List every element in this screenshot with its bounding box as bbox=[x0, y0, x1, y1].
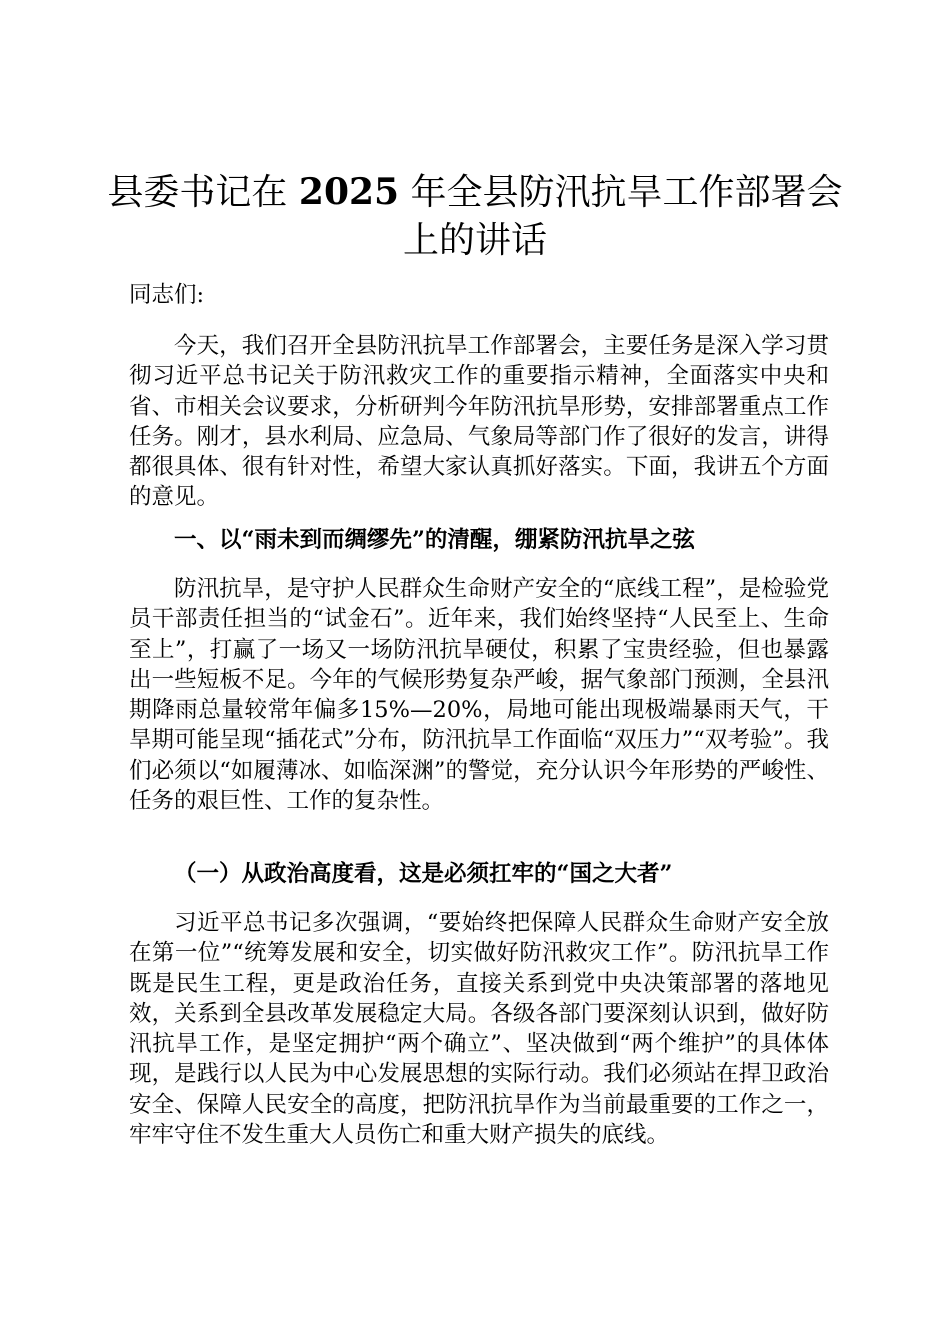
salutation: 同志们: bbox=[129, 282, 205, 308]
paragraph-section-1: 防汛抗旱，是守护人民群众生命财产安全的“底线工程”，是检验党员干部责任担当的“试金石”。近年来，我们始终坚持“人民至上、生命至上”，打赢了一场又一场防汛抗旱硬仗，积累了宝贵经验，但也暴露出一些短板不足。今年的气候形势复杂严峻，据气象部门预测，全县汛期降雨总量较常年偏多15%—20%，局地可能出现极端暴雨天气，干旱期可能呈现“插花式”分布，防汛抗旱工作面临“双压力”“双考验”。我们必须以“如履薄冰、如临深渊”的警觉，充分认识今年形势的严峻性、任务的艰巨性、工作的复杂性。 bbox=[129, 576, 829, 815]
paragraph-subsection-1: 习近平总书记多次强调，“要始终把保障人民群众生命财产安全放在第一位”“统筹发展和安全，切实做好防汛救灾工作”。防汛抗旱工作既是民生工程，更是政治任务，直接关系到党中央决策部署的落地见效，关系到全县改革发展稳定大局。各级各部门要深刻认识到，做好防汛抗旱工作，是坚定拥护“两个确立”、坚决做到“两个维护”的具体体现，是践行以人民为中心发展思想的实际行动。我们必须站在捍卫政治安全、保障人民安全的高度，把防汛抗旱作为当前最重要的工作之一，牢牢守住不发生重大人员伤亡和重大财产损失的底线。 bbox=[129, 910, 829, 1149]
subsection-heading-1: （一）从政治高度看，这是必须扛牢的“国之大者” bbox=[174, 861, 673, 887]
section-heading-1: 一、以“雨未到而绸缪先”的清醒，绷紧防汛抗旱之弦 bbox=[174, 527, 695, 553]
title-part1: 县委书记在 bbox=[107, 172, 288, 213]
paragraph-intro: 今天，我们召开全县防汛抗旱工作部署会，主要任务是深入学习贯彻习近平总书记关于防汛救灾工作的重要指示精神，全面落实中央和省、市相关会议要求，分析研判今年防汛抗旱形势，安排部署重点工作任务。刚才，县水利局、应急局、气象局等部门作了很好的发言，讲得都很具体、很有针对性，希望大家认真抓好落实。下面，我讲五个方面的意见。 bbox=[129, 333, 829, 511]
title-part2: 年全县防汛抗旱工作部署会上的讲话 bbox=[402, 172, 843, 261]
title-year: 2025 bbox=[298, 171, 400, 213]
document-title bbox=[100, 168, 850, 265]
